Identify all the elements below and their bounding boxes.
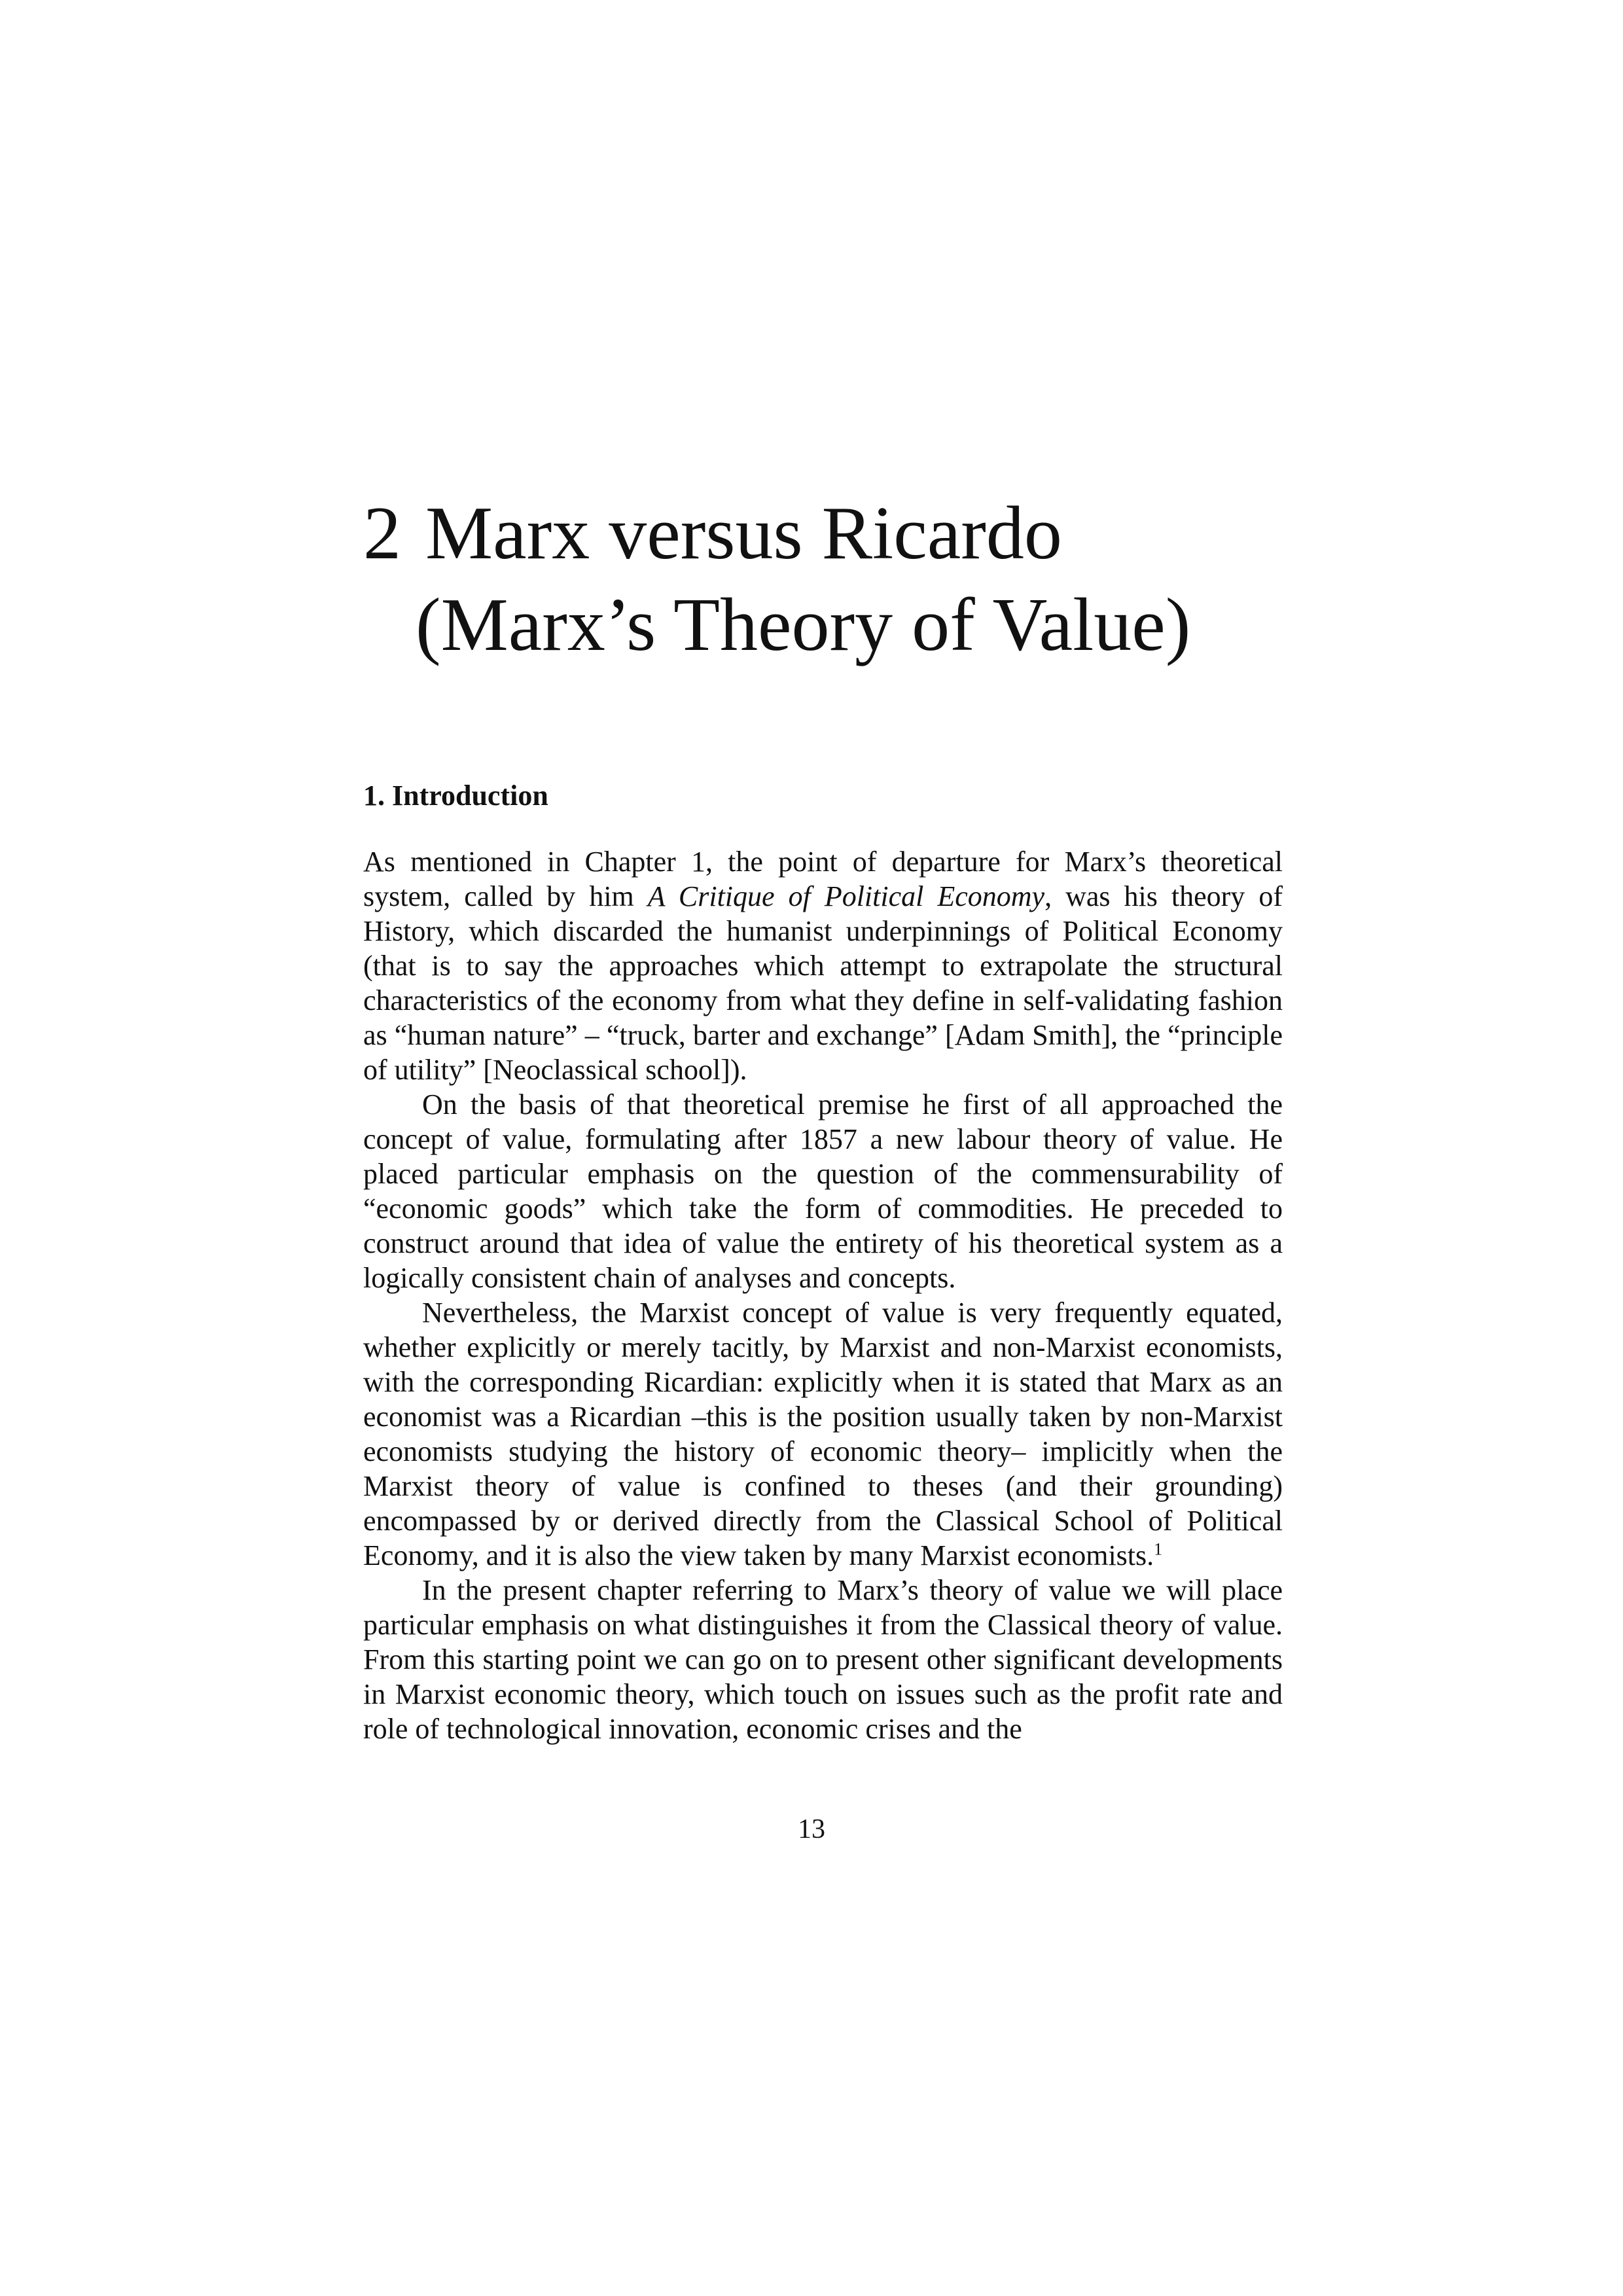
chapter-number: 2 (363, 492, 401, 575)
paragraph-3-text: Nevertheless, the Marxist concept of value is very frequently equated, whether explicitly or merely tacitly, by Marxist and non-Marxist economists, with the corresponding Ricardian: explicitly when it is stated that Marx as an economist was a Ricardian –this is the position usually taken by non-Marxist economists studying the history of economic theory– implicitly when the Marxist theory of value is confined to theses (and their grounding) encompassed by or derived directly from the Classical School of Political Economy, and it is also the view taken by many Marxist economists. (363, 1297, 1283, 1571)
paragraph-3 (363, 1295, 1283, 1573)
paragraph-2: On the basis of that theoretical premise he first of all approached the concept of value, formulating after 1857 a new labour theory of value. He placed particular emphasis on the question of the commensurability of “economic goods” which take the form of commodities. He preceded to construct around that idea of value the entirety of his theoretical system as a logically consistent chain of analyses and concepts. (363, 1088, 1283, 1294)
paragraph-1 (363, 844, 1283, 1087)
chapter-title-line2: (Marx’s Theory of Value) (416, 583, 1191, 667)
book-title-italic: A Critique of Political Economy (647, 880, 1045, 912)
chapter-title-line1 (363, 488, 1476, 579)
chapter-title-main: Marx versus Ricardo (425, 492, 1062, 575)
page-number: 13 (798, 1814, 825, 1844)
paragraph-4: In the present chapter referring to Marx’s theory of value we will place particular emphasis on what distinguishes it from the Classical theory of value. From this starting point we can go on to present other significant developments in Marxist economic theory, which touch on issues such as the profit rate and role of technological innovation, economic crises and the (363, 1574, 1283, 1745)
chapter-title (363, 488, 1476, 671)
paragraph-1-text-b: , was his theory of History, which discarded the humanist underpinnings of Political Economy (that is to say the approaches which attempt to extrapolate the structural characteristics of the economy from what they define in self-validating fashion as “human nature” – “truck, barter and exchange” [Adam Smith], the “principle of utility” [Neoclassical school]). (363, 880, 1283, 1086)
body-text (363, 844, 1283, 1746)
paragraph-1-text-a: As mentioned in Chapter 1, the point of departure for Marx’s theoretical system, called by him (363, 846, 1283, 912)
footnote-marker[interactable]: 1 (1154, 1539, 1163, 1559)
section-heading: 1. Introduction (363, 780, 548, 812)
